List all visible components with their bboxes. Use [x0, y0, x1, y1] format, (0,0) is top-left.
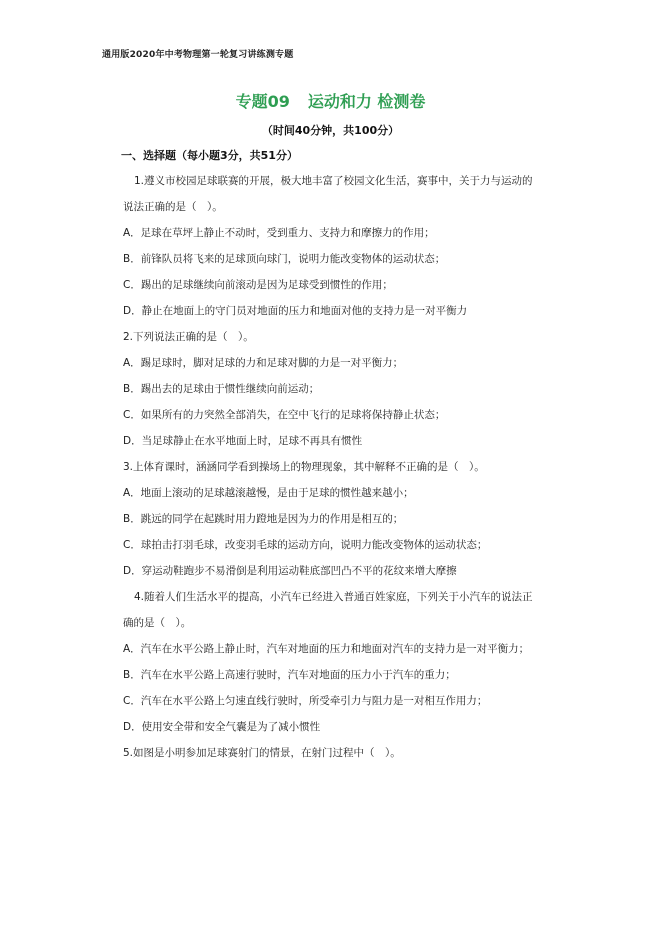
question-4-option-b: B．汽车在水平公路上高速行驶时，汽车对地面的压力小于汽车的重力；	[123, 669, 456, 681]
title-topic-name: 运动和力 检测卷	[307, 92, 426, 111]
question-1-option-a: A．足球在草坪上静止不动时，受到重力、支持力和摩擦力的作用；	[123, 227, 435, 239]
question-4-stem-line-2: 确的是（ ）。	[123, 617, 192, 629]
question-4-option-d: D．使用安全带和安全气囊是为了减小惯性	[123, 721, 321, 733]
question-4-option-c: C．汽车在水平公路上匀速直线行驶时，所受牵引力与阻力是一对相互作用力；	[123, 695, 488, 707]
title-topic-number: 专题09	[235, 92, 290, 111]
header-note: 通用版2020年中考物理第一轮复习讲练测专题	[102, 50, 294, 60]
question-1-stem-line-2: 说法正确的是（ ）。	[123, 201, 223, 213]
question-2-option-b: B．踢出去的足球由于惯性继续向前运动；	[123, 383, 320, 395]
question-2-option-d: D．当足球静止在水平地面上时，足球不再具有惯性	[123, 435, 363, 447]
question-1-option-c: C．踢出的足球继续向前滚动是因为足球受到惯性的作用；	[123, 279, 393, 291]
question-3-option-c: C．球拍击打羽毛球，改变羽毛球的运动方向，说明力能改变物体的运动状态；	[123, 539, 488, 551]
question-4-stem-line-1: 4.随着人们生活水平的提高，小汽车已经进入普通百姓家庭，下列关于小汽车的说法正	[134, 591, 533, 603]
question-1-option-b: B．前锋队员将飞来的足球顶向球门，说明力能改变物体的运动状态；	[123, 253, 446, 265]
question-1-option-d: D．静止在地面上的守门员对地面的压力和地面对他的支持力是一对平衡力	[123, 305, 468, 317]
page-title	[0, 89, 661, 112]
question-5-stem: 5.如图是小明参加足球赛射门的情景，在射门过程中（ ）。	[123, 747, 401, 759]
question-2-option-c: C．如果所有的力突然全部消失，在空中飞行的足球将保持静止状态；	[123, 409, 446, 421]
question-2-option-a: A．踢足球时，脚对足球的力和足球对脚的力是一对平衡力；	[123, 357, 404, 369]
question-1-stem-line-1: 1.遵义市校园足球联赛的开展，极大地丰富了校园文化生活，赛事中，关于力与运动的	[134, 175, 533, 187]
section-heading: 一、选择题（每小题3分，共51分）	[121, 149, 298, 162]
exam-time-score: （时间40分钟，共100分）	[261, 124, 400, 137]
question-3-option-b: B．跳远的同学在起跳时用力蹬地是因为力的作用是相互的；	[123, 513, 404, 525]
question-4-option-a: A．汽车在水平公路上静止时，汽车对地面的压力和地面对汽车的支持力是一对平衡力；	[123, 643, 530, 655]
question-3-stem: 3.上体育课时，涵涵同学看到操场上的物理现象，其中解释不正确的是（ ）。	[123, 461, 485, 473]
question-2-stem: 2.下列说法正确的是（ ）。	[123, 331, 254, 343]
question-3-option-d: D．穿运动鞋跑步不易滑倒是利用运动鞋底部凹凸不平的花纹来增大摩擦	[123, 565, 457, 577]
question-3-option-a: A．地面上滚动的足球越滚越慢，是由于足球的惯性越来越小；	[123, 487, 414, 499]
